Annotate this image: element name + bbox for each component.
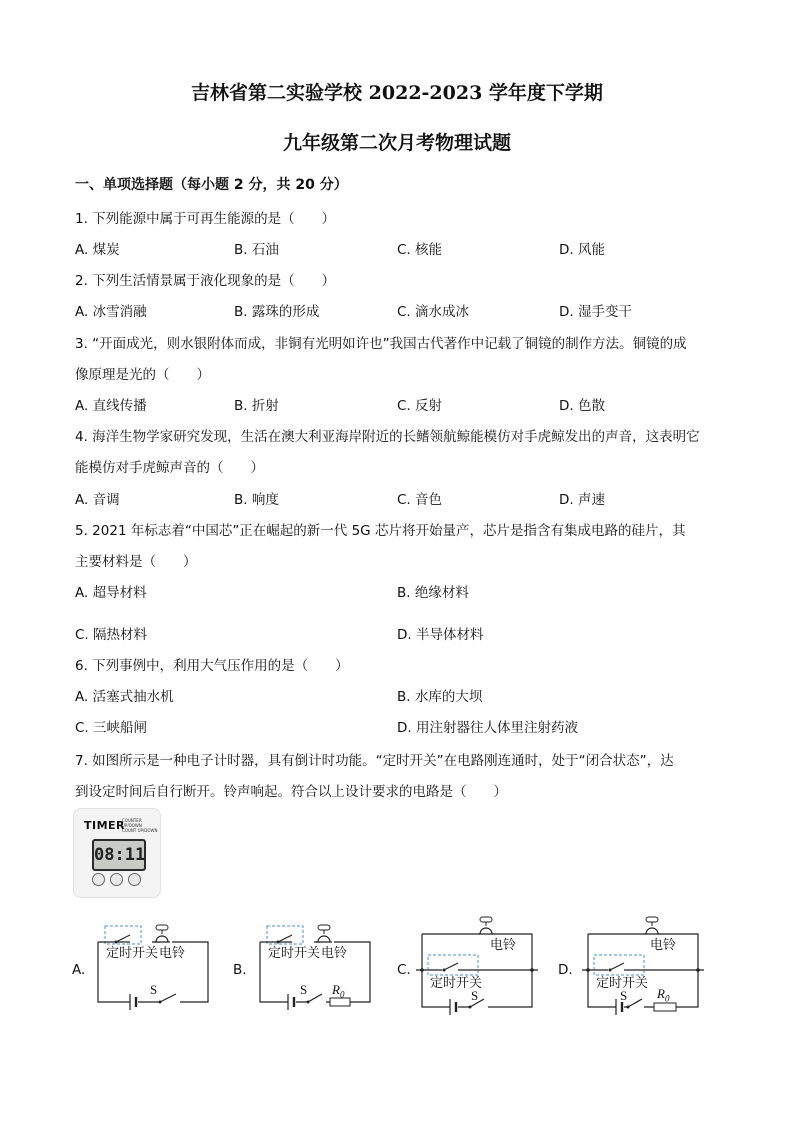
question-6-stem: 6. 下列事例中，利用大气压作用的是（ ） xyxy=(75,658,349,674)
q6-option-d: D. 用注射器往人体里注射药液 xyxy=(397,720,578,736)
q5-option-b: B. 绝缘材料 xyxy=(397,585,469,601)
electronic-timer-image xyxy=(73,808,161,898)
question-3-stem-line1: 3. “开面成光，则水银附体而成，非铜有光明如许也”我国古代著作中记载了铜镜的制作方法。铜镜的成 xyxy=(75,336,687,352)
switch-s-label: S xyxy=(300,982,308,997)
q6-option-b: B. 水库的大坝 xyxy=(397,689,483,705)
timer-switch-label: 定时开关 xyxy=(596,976,649,991)
timer-button-1 xyxy=(92,873,105,886)
circuit-b xyxy=(252,912,382,1016)
section-heading: 一、单项选择题（每小题 2 分，共 20 分） xyxy=(75,177,348,193)
bell-label: 电铃 xyxy=(159,946,186,961)
q6-option-c: C. 三峡船闸 xyxy=(75,720,148,736)
timer-button-2 xyxy=(110,873,123,886)
circuit-a xyxy=(90,912,220,1016)
circuit-d xyxy=(580,912,710,1021)
q2-option-a: A. 冰雪消融 xyxy=(75,304,147,320)
timer-switch-label: 定时开关 xyxy=(268,946,321,961)
q1-option-d: D. 风能 xyxy=(559,242,605,258)
q7-option-d-label: D. xyxy=(558,962,573,978)
switch-s-label: S xyxy=(471,988,479,1003)
q2-option-b: B. 露珠的形成 xyxy=(234,304,320,320)
q6-option-a: A. 活塞式抽水机 xyxy=(75,689,174,705)
q1-option-c: C. 核能 xyxy=(397,242,443,258)
q5-option-c: C. 隔热材料 xyxy=(75,627,148,643)
q3-option-b: B. 折射 xyxy=(234,398,279,414)
question-1-stem: 1. 下列能源中属于可再生能源的是（ ） xyxy=(75,211,336,227)
timer-button-3 xyxy=(128,873,141,886)
q1-option-b: B. 石油 xyxy=(234,242,279,258)
q4-option-c: C. 音色 xyxy=(397,492,443,508)
paper-title-line2: 九年级第二次月考物理试题 xyxy=(282,132,511,154)
bell-label: 电铃 xyxy=(490,938,517,953)
q4-option-a: A. 音调 xyxy=(75,492,120,508)
question-5-stem-line2: 主要材料是（ ） xyxy=(75,554,197,570)
timer-switch-label: 定时开关 xyxy=(106,946,159,961)
bell-label: 电铃 xyxy=(650,938,677,953)
question-7-stem-line1: 7. 如图所示是一种电子计时器，具有倒计时功能。“定时开关”在电路刚连通时，处于“闭合状态”，达 xyxy=(75,753,674,769)
question-4-stem-line2: 能模仿对手虎鲸声音的（ ） xyxy=(75,460,264,476)
switch-s-label: S xyxy=(150,982,158,997)
q3-option-d: D. 色散 xyxy=(559,398,605,414)
question-4-stem-line1: 4. 海洋生物学家研究发现，生活在澳大利亚海岸附近的长鳍领航鲸能模仿对手虎鲸发出的声音，这表明它 xyxy=(75,429,700,445)
q7-option-b-label: B. xyxy=(233,962,247,978)
q4-option-b: B. 响度 xyxy=(234,492,279,508)
timer-brand: TIMER xyxy=(84,819,126,832)
bell-label: 电铃 xyxy=(321,946,348,961)
resistor-r0-label: $R_0$ xyxy=(657,986,670,1004)
question-5-stem-line1: 5. 2021 年标志着“中国芯”正在崛起的新一代 5G 芯片将开始量产，芯片是指含有集成电路的硅片，其 xyxy=(75,523,686,539)
q5-option-a: A. 超导材料 xyxy=(75,585,147,601)
q4-option-d: D. 声速 xyxy=(559,492,605,508)
timer-small-text: COUNTER UP/DOWN COUNT UP/DOWN xyxy=(122,818,158,833)
question-2-stem: 2. 下列生活情景属于液化现象的是（ ） xyxy=(75,273,336,289)
question-7-stem-line2: 到设定时间后自行断开。铃声响起。符合以上设计要求的电路是（ ） xyxy=(75,784,507,800)
question-3-stem-line2: 像原理是光的（ ） xyxy=(75,367,210,383)
switch-s-label: S xyxy=(620,988,628,1003)
q1-option-a: A. 煤炭 xyxy=(75,242,120,258)
paper-title-line1: 吉林省第二实验学校 2022-2023 学年度下学期 xyxy=(191,82,603,104)
q7-option-a-label: A. xyxy=(72,962,86,978)
q2-option-c: C. 滴水成冰 xyxy=(397,304,470,320)
timer-display: 08:11 xyxy=(92,839,146,871)
timer-switch-label: 定时开关 xyxy=(430,976,483,991)
q2-option-d: D. 湿手变干 xyxy=(559,304,632,320)
q3-option-a: A. 直线传播 xyxy=(75,398,147,414)
circuit-c xyxy=(414,912,544,1021)
q7-option-c-label: C. xyxy=(397,962,411,978)
q3-option-c: C. 反射 xyxy=(397,398,443,414)
q5-option-d: D. 半导体材料 xyxy=(397,627,484,643)
resistor-r0-label: $R_0$ xyxy=(332,982,345,1000)
